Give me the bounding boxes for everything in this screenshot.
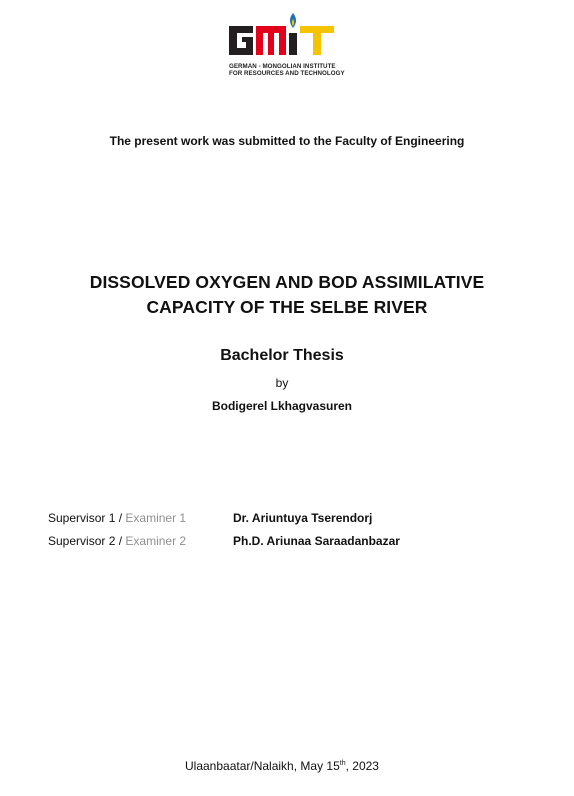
by-label: by [275,376,289,390]
examiner-label: Examiner 2 [125,534,187,548]
supervisor-label: Supervisor 2 [48,534,116,548]
ordinal-suffix: th [339,760,346,767]
thesis-type: Bachelor Thesis [220,347,344,364]
author-name: Bodigerel Lkhagvasuren [211,399,353,413]
place-and-date [0,759,564,773]
gmit-logo [226,10,345,80]
submission-statement: The present work was submitted to the Faculty of Engineering [109,134,465,148]
supervisor-role-2 [48,534,233,548]
supervisor-row-1 [48,511,372,525]
thesis-title-line2: CAPACITY OF THE SELBE RIVER [146,297,428,317]
supervisor-name-2: Ph.D. Ariunaa Saraadanbazar [233,534,400,548]
role-separator: / [115,534,126,548]
thesis-title-line1: DISSOLVED OXYGEN AND BOD ASSIMILATIVE [89,272,485,292]
role-separator: / [115,511,126,525]
thesis-title [40,270,534,320]
supervisor-role-1 [48,511,233,525]
institute-name-line1: GERMAN - MONGOLIAN INSTITUTE [229,63,336,70]
supervisor-name-1: Dr. Ariuntuya Tserendorj [233,511,373,525]
place-date-year: , 2023 [345,759,379,773]
examiner-label: Examiner 1 [125,511,187,525]
supervisor-label: Supervisor 1 [48,511,116,525]
institute-name-line2: FOR RESOURCES AND TECHNOLOGY [229,70,345,77]
supervisor-row-2 [48,534,400,548]
gmit-logo-mark [226,10,342,62]
place-date-prefix: Ulaanbaatar/Nalaikh, May 15 [185,759,340,773]
